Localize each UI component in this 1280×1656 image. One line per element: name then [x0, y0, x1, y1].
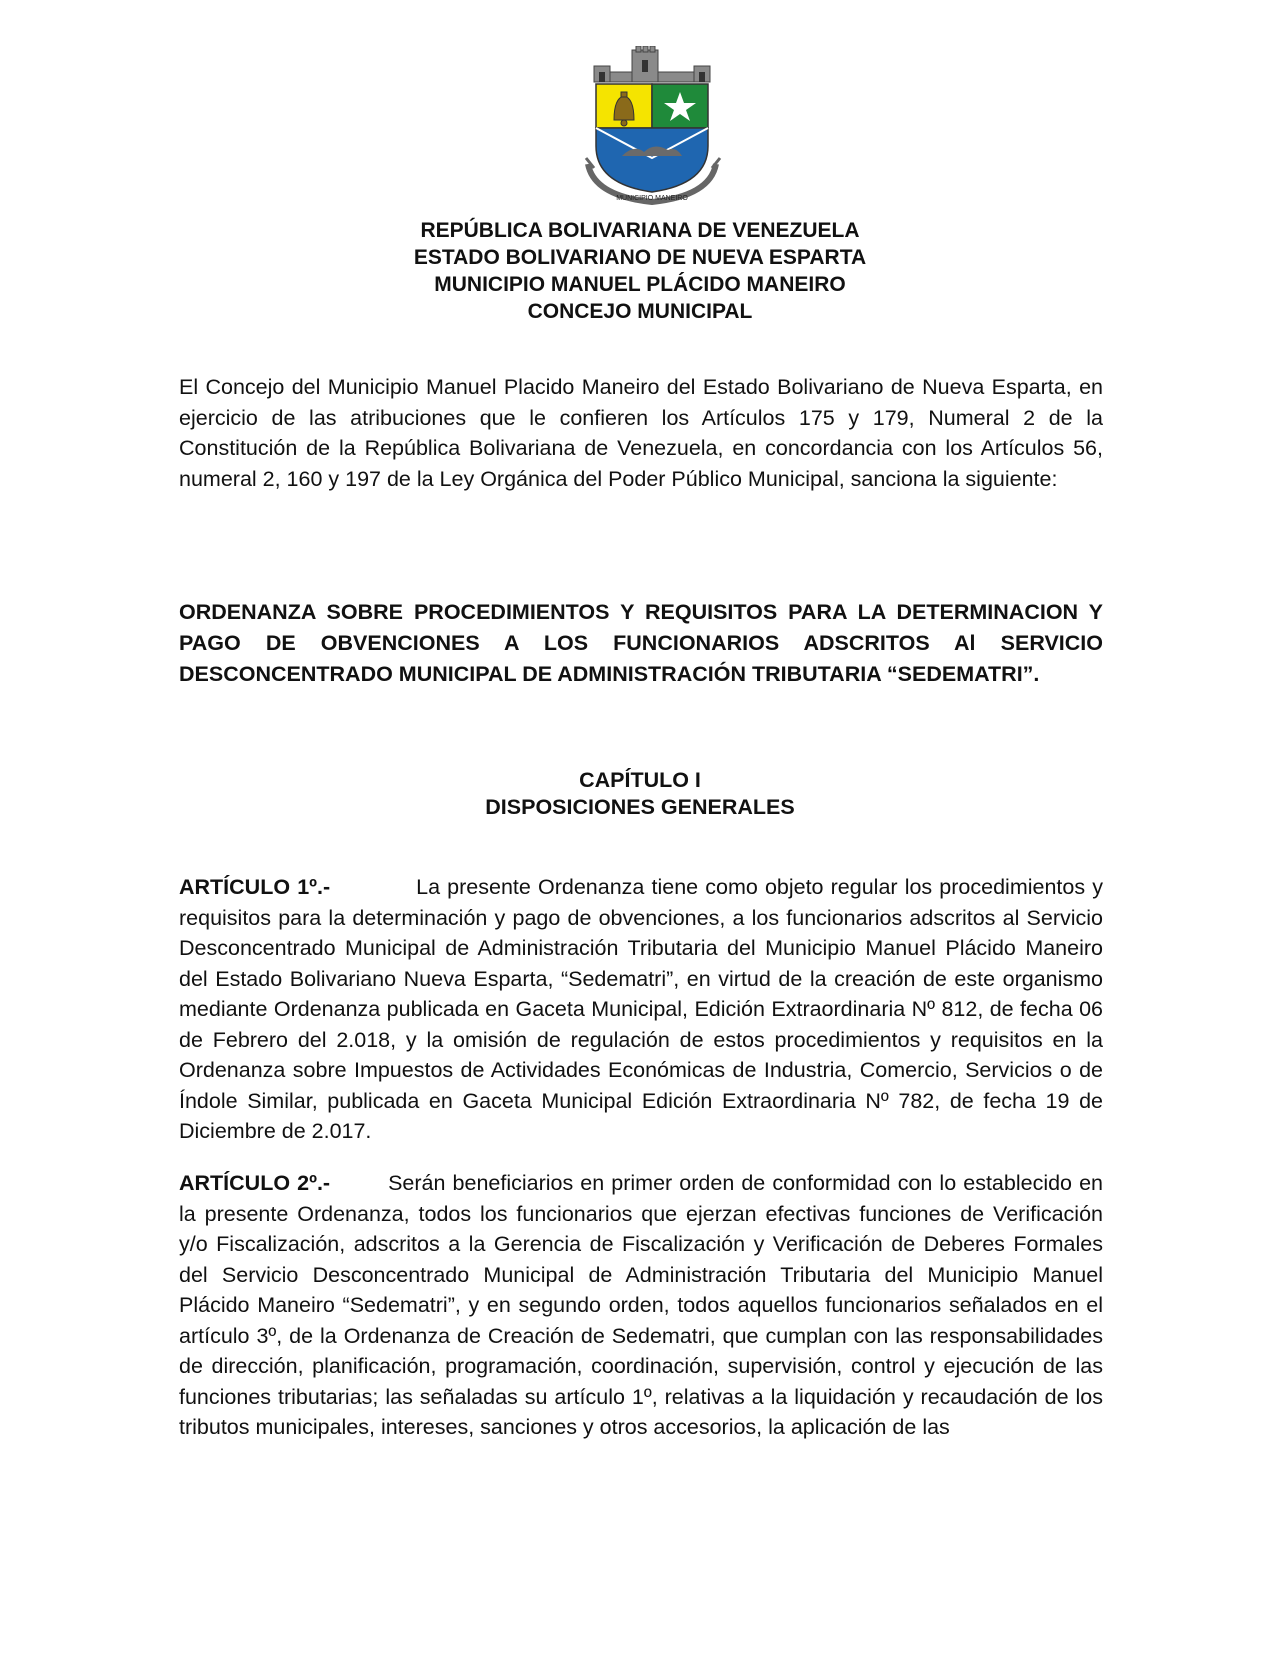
article-1-text: La presente Ordenanza tiene como objeto regular los procedimientos y requisitos para la determinación y pago de obvenciones, a los funcionarios adscritos al Servicio Desconcentrado Municipal de Administración Tributaria del Municipio Manuel Plácido Maneiro del Estado Bolivariano Nueva Esparta, “Sedematri”, en virtud de la creación de este organismo mediante Ordenanza publicada en Gaceta Municipal, Edición Extraordinaria Nº 812, de fecha 06 de Febrero del 2.018, y la omisión de regulación de estos procedimientos y requisitos en la Ordenanza sobre Impuestos de Actividades Económicas de Industria, Comercio, Servicios o de Índole Similar, publicada en Gaceta Municipal Edición Extraordinaria Nº 782, de fecha 19 de Diciembre de 2.017.: [179, 875, 1103, 1143]
article-1: [179, 872, 1103, 1147]
header-line-4: CONCEJO MUNICIPAL: [527, 300, 753, 323]
crest-towers: [594, 46, 710, 82]
article-2: [179, 1168, 1103, 1443]
municipal-crest-logo: [584, 46, 722, 208]
intro-paragraph: El Concejo del Municipio Manuel Placido Maneiro del Estado Bolivariano de Nueva Esparta, en ejercicio de las atribuciones que le confieren los Artículos 175 y 179, Numeral 2 de la Constitución de la República Bolivariana de Venezuela, en concordancia con los Artículos 56, numeral 2, 160 y 197 de la Ley Orgánica del Poder Público Municipal, sanciona la siguiente:: [179, 375, 1103, 491]
chapter-heading: [0, 767, 1280, 821]
article-2-label: ARTÍCULO 2º.-: [179, 1171, 331, 1195]
chapter-number: CAPÍTULO I: [579, 768, 701, 792]
article-1-label: ARTÍCULO 1º.-: [179, 875, 331, 899]
article-2-text: Serán beneficiarios en primer orden de conformidad con lo establecido en la presente Ordenanza, todos los funcionarios que ejerzan efectivas funciones de Verificación y/o Fiscalización, adscritos a la Gerencia de Fiscalización y Verificación de Deberes Formales del Servicio Desconcentrado Municipal de Administración Tributaria del Municipio Manuel Plácido Maneiro “Sedematri”, y en segundo orden, todos aquellos funcionarios señalados en el artículo 3º, de la Ordenanza de Creación de Sedematri, que cumplan con las responsabilidades de dirección, planificación, programación, coordinación, supervisión, control y ejecución de las funciones tributarias; las señaladas su artículo 1º, relativas a la liquidación y recaudación de los tributos municipales, intereses, sanciones y otros accesorios, la aplicación de las: [179, 1171, 1103, 1439]
ordinance-title: ORDENANZA SOBRE PROCEDIMIENTOS Y REQUISITOS PARA LA DETERMINACION Y PAGO DE OBVENCIONES A LOS FUNCIONARIOS ADSCRITOS Al SERVICIO DESCONCENTRADO MUNICIPAL DE ADMINISTRACIÓN TRIBUTARIA “SEDEMATRI”.: [179, 600, 1103, 686]
header-line-1: REPÚBLICA BOLIVARIANA DE VENEZUELA: [420, 219, 860, 242]
header-line-3: MUNICIPIO MANUEL PLÁCIDO MANEIRO: [434, 273, 846, 296]
document-header: [0, 217, 1280, 325]
header-line-2: ESTADO BOLIVARIANO DE NUEVA ESPARTA: [413, 246, 867, 269]
crest-ribbon-text: MUNICIPIO MANEIRO: [616, 195, 688, 202]
chapter-name: DISPOSICIONES GENERALES: [485, 795, 795, 819]
